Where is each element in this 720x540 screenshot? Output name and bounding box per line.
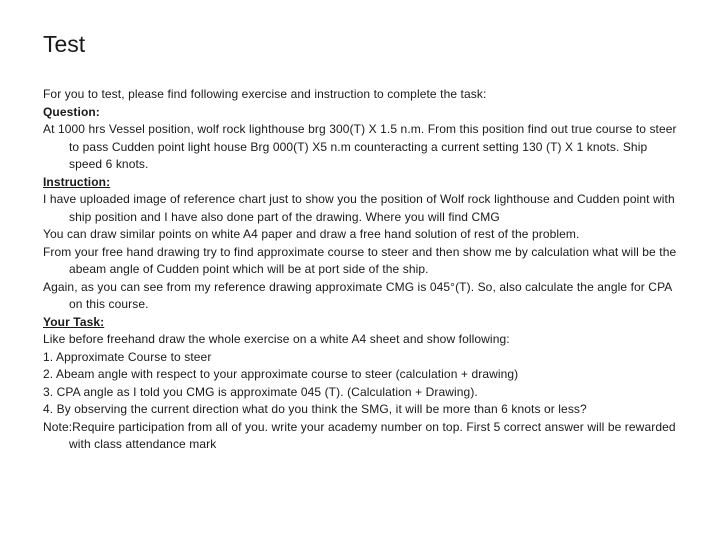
task-item: 1. Approximate Course to steer bbox=[43, 349, 212, 364]
instruction-paragraph: You can draw similar points on white A4 paper and draw a free hand solution of rest of the problem. bbox=[43, 227, 580, 241]
question-text: At 1000 hrs Vessel position, wolf rock lighthouse brg 300(T) X 1.5 n.m. From this position find out true course to steer to pass Cudden point light house Brg 000(T) X5 n.m counteracting a current setting 130 (T) X 1 knots. Ship speed 6 knots. bbox=[43, 122, 677, 171]
task-intro: Like before freehand draw the whole exercise on a white A4 sheet and show following: bbox=[43, 332, 510, 346]
instruction-paragraph: From your free hand drawing try to find approximate course to steer and then show me by calculation what will be the abeam angle of Cudden point which will be at port side of the ship. bbox=[43, 244, 677, 276]
instruction-paragraph: Again, as you can see from my reference drawing approximate CMG is 045°(T). So, also calculate the angle for CPA on this course. bbox=[43, 279, 672, 311]
slide-body bbox=[43, 86, 683, 454]
task-item: 2. Abeam angle with respect to your approximate course to steer (calculation + drawing) bbox=[43, 367, 519, 381]
slide-title: Test bbox=[43, 31, 86, 57]
task-heading: Your Task: bbox=[43, 314, 105, 329]
task-item: 3. CPA angle as I told you CMG is approximate 045 (T). (Calculation + Drawing). bbox=[43, 384, 478, 399]
instruction-heading: Instruction: bbox=[43, 174, 111, 189]
instruction-paragraph: I have uploaded image of reference chart just to show you the position of Wolf rock lighthouse and Cudden point with ship position and I have also done part of the drawing. Where you will find CMG bbox=[43, 192, 675, 224]
note-text: Note:Require participation from all of you. write your academy number on top. First 5 correct answer will be rewarded with class attendance mark bbox=[43, 419, 676, 451]
question-heading: Question: bbox=[43, 104, 100, 119]
task-item: 4. By observing the current direction what do you think the SMG, it will be more than 6 knots or less? bbox=[43, 402, 587, 416]
intro-text: For you to test, please find following exercise and instruction to complete the task: bbox=[43, 87, 487, 101]
